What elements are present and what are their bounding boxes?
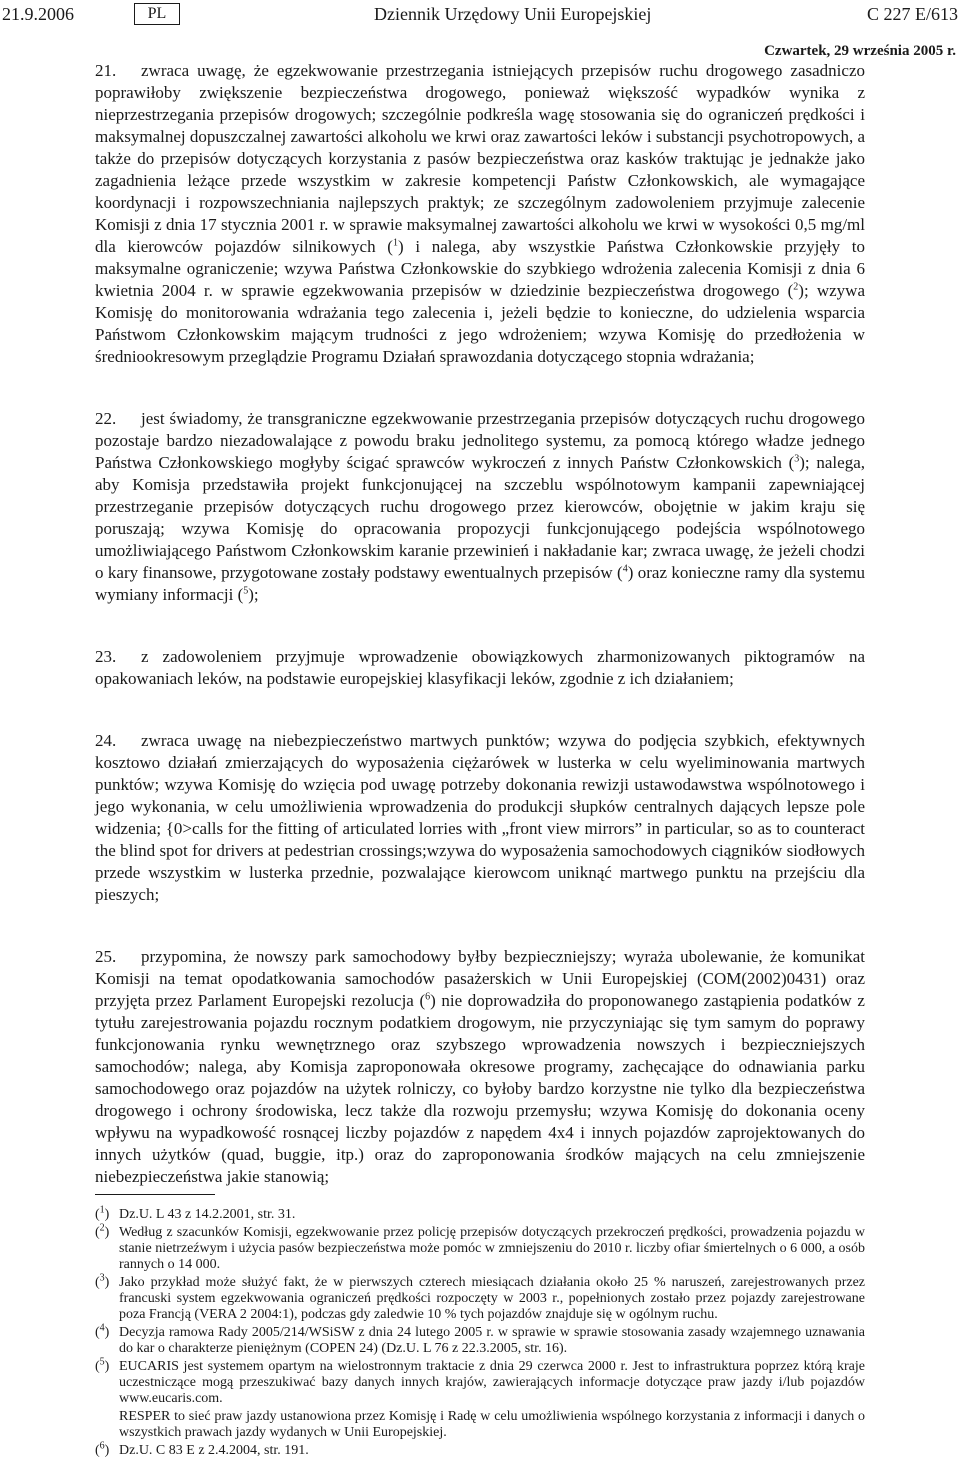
footnote-ref: 4 bbox=[622, 563, 628, 575]
footnote-ref: 6 bbox=[425, 991, 431, 1003]
page-header bbox=[0, 3, 960, 29]
footnote-text: Decyzja ramowa Rady 2005/214/WSiSW z dnia 24 lutego 2005 r. w sprawie w sprawie stosowania zasady wzajemnego uznawania do kar o charakterze pieniężnym (COPEN 24) (Dz.U. L 76 z 22.3.2005, str. 16). bbox=[119, 1325, 865, 1356]
paragraph-number: 25. bbox=[95, 947, 117, 966]
paragraph-text: jest świadomy, że transgraniczne egzekwowanie przestrzegania przepisów dotyczących ruchu drogowego pozostaje bardzo niezadowalające z powodu braku jednolitego systemu, za pomocą którego władze jednego Państwa Członkowskiego mogłyby ścigać sprawców wykroczeń z innych Państw Członkowskich ( bbox=[95, 409, 865, 472]
footnote-number: 4 bbox=[99, 1322, 105, 1334]
footnote-1: ($^1$) Dz.U. L 43 z 14.2.2001, str. 31. bbox=[95, 1207, 865, 1223]
paragraph-23 bbox=[95, 646, 865, 690]
publication-date: 21.9.2006 bbox=[2, 4, 74, 24]
paragraph-25 bbox=[95, 946, 865, 1188]
footnote-number: 5 bbox=[99, 1356, 105, 1368]
paragraph-number: 23. bbox=[95, 647, 117, 666]
sitting-date: Czwartek, 29 września 2005 r. bbox=[764, 43, 956, 59]
document-body bbox=[95, 60, 865, 1461]
paragraph-21 bbox=[95, 60, 865, 368]
footnote-ref: 2 bbox=[793, 281, 799, 293]
paragraph-text: ) oraz konieczne ramy dla systemu wymiany informacji ( bbox=[95, 563, 865, 604]
footnote-number: 2 bbox=[99, 1222, 105, 1234]
footnote-5-continuation: RESPER to sieć praw jazdy ustanowiona przez Komisję i Radę w celu umożliwienia wspólnego korzystania z informacji i danych o wszystkich prawach jazdy wydanych w Unii Europejskiej. bbox=[119, 1409, 865, 1440]
paragraph-22 bbox=[95, 408, 865, 606]
paragraph-text: przypomina, że nowszy park samochodowy byłby bezpieczniejszy; wyraża ubolewanie, że komunikat Komisji na temat opodatkowania samochodów pasażerskich w Unii Europejskiej (COM(2002)0431) oraz przyjęta przez Parlament Europejski rezolucja ( bbox=[95, 947, 865, 1010]
footnote-text: EUCARIS jest systemem opartym na wielostronnym traktacie z dnia 29 czerwca 2000 r. Jest to infrastruktura poprzez którą kraje uczestniczące mogą przeszukiwać bazy danych innych krajów, zawierających informacje dotyczące praw jazdy i/lub pojazdów www.eucaris.com. bbox=[119, 1359, 865, 1406]
paragraph-text: ); nalega, aby Komisja przedstawiła projekt funkcjonującej na szczeblu wspólnotowym kampanii zapewniającej przestrzeganie przepisów dotyczących ruchu drogowego przez kierowców, obojętnie w jakim kraju się poruszają; wzywa Komisję do opracowania propozycji funkcjonującego podejścia wspólnotowego umożliwiającego Państwom Członkowskim karanie przewinień i nakładanie kar; zwraca uwagę, że jeżeli chodzi o kary finansowe, przygotowane zostały podstawy ewentualnych przepisów ( bbox=[95, 453, 865, 582]
footnote-2: ($^2$) Według z szacunków Komisji, egzekwowanie przez policję przepisów dotyczących przekroczeń prędkości, prowadzenia pojazdu w stanie nietrzeźwym i użycia pasów bezpieczeństwa może pomóc w zmniejszeniu do 2010 r. liczby ofiar śmiertelnych o 6 000, a osób rannych o 14 000. bbox=[95, 1222, 865, 1272]
paragraph-text: zwraca uwagę, że egzekwowanie przestrzegania istniejących przepisów ruchu drogowego zasadniczo poprawiłoby zwiększenie bezpieczeństwa drogowego, ponieważ większość wypadków wynika z nieprzestrzegania przepisów drogowych; szczególnie podkreśla wagę stosowania się do ograniczeń prędkości i maksymalnej dopuszczalnej zawartości alkoholu we krwi oraz zawartości leków i substancji psychotropowych, a także do przepisów dotyczących korzystania z pasów bezpieczeństwa oraz kasków traktując je jednakże jako zagadnienia leżące przede wszystkim w zakresie kompetencji Państw Członkowskich, ale wymagające koordynacji i rozpowszechniania najlepszych praktyk; ze szczególnym zadowoleniem przyjmuje zalecenie Komisji z dnia 17 stycznia 2001 r. w sprawie maksymalnej zawartości alkoholu we krwi w wysokości 0,5 mg/ml dla kierowców pojazdów silnikowych ( bbox=[95, 61, 865, 256]
paragraph-number: 21. bbox=[95, 61, 117, 80]
paragraph-text: zwraca uwagę na niebezpieczeństwo martwych punktów; wzywa do podjęcia szybkich, efektywnych kosztowo działań zmierzających do wyposażenia ciężarówek w lusterka w celu wyeliminowania martwych punktów; wzywa Komisję do wzięcia pod uwagę potrzeby dokonania rewizji ustawodawstwa wspólnotowego i jego wykonania, w celu umożliwienia wprowadzenia do produkcji słupków centralnych dających lepsze pole widzenia; {0>calls for the fitting of articulated lorries with „front view mirrors” in particular, so as to counteract the blind spot for drivers at pedestrian crossings;wzywa do wyposażenia samochodowych ciągników siodłowych przede wszystkim w lusterka przednie, pozwalające kierowcom uniknąć martwego punktu na przejściu dla pieszych; bbox=[95, 731, 865, 904]
journal-title: Dziennik Urzędowy Unii Europejskiej bbox=[374, 4, 652, 24]
language-badge: PL bbox=[134, 3, 180, 25]
paragraph-24 bbox=[95, 730, 865, 906]
paragraph-text: ) nie doprowadziła do proponowanego zastąpienia podatków z tytułu zarejestrowania pojazdu rocznym podatkiem drogowym, nie przyczyniając się tym samym do poprawy funkcjonowania rynku wewnętrznego oraz szybszego wprowadzenia nowszych i bezpieczniejszych samochodów; nalega, aby Komisja zaproponowała okresowe programy, zachęcające do odnawiania parku samochodowego oraz pojazdów na użytek rolniczy, co byłoby bardzo korzystne nie tylko dla bezpieczeństwa drogowego i ochrony środowiska, lecz także dla rozwoju przemysłu; wzywa Komisję do dokonania oceny wpływu na wypadkowość rosnącej liczby pojazdów z napędem 4x4 i innych pojazdów zaprojektowanych do innych użytków (quad, buggie, itp.) oraz do zaproponowania środków mających na celu zmniejszenie niebezpieczeństwa jakie stanowią; bbox=[95, 991, 865, 1186]
paragraph-text: ); wzywa Komisję do monitorowania wdrażania tego zalecenia i, jeżeli będzie to konieczne, do udzielenia wsparcia Państwom Członkowskim mającym trudności z jego wdrożeniem; wzywa Komisję do przedłożenia w średniookresowym przeglądzie Programu Działań sprawozdania dotyczącego stopnia wdrażania; bbox=[95, 281, 865, 366]
paragraph-text: z zadowoleniem przyjmuje wprowadzenie obowiązkowych zharmonizowanych piktogramów na opakowaniach leków, na podstawie europejskiej klasyfikacji leków, zgodnie z ich działaniem; bbox=[95, 647, 865, 688]
footnote-ref: 3 bbox=[794, 453, 800, 465]
footnote-number: 1 bbox=[99, 1204, 105, 1216]
footnote-divider bbox=[95, 1194, 215, 1195]
footnote-text: Dz.U. L 43 z 14.2.2001, str. 31. bbox=[119, 1207, 296, 1222]
journal-reference: C 227 E/613 bbox=[866, 4, 958, 24]
paragraph-number: 24. bbox=[95, 731, 117, 750]
paragraph-text: ); bbox=[248, 585, 259, 604]
footnote-3: ($^3$) Jako przykład może służyć fakt, że w pierwszych czterech miesiącach działania około 25 % naruszeń, zarejestrowanych przez francuski system egzekwowania ograniczeń prędkości rozpoczęty w 2003 r., popełnionych zostało przez pojazdy zarejestrowane poza Francją (VERA 2 2004:1), podczas gdy zaledwie 10 % tych pojazdów znajduje się w ogólnym ruchu. bbox=[95, 1272, 865, 1322]
footnote-4: ($^4$) Decyzja ramowa Rady 2005/214/WSiSW z dnia 24 lutego 2005 r. w sprawie w sprawie stosowania zasady wzajemnego uznawania do kar o charakterze pieniężnym (COPEN 24) (Dz.U. L 76 z 22.3.2005, str. 16). bbox=[95, 1322, 865, 1356]
footnote-5: ($^5$) EUCARIS jest systemem opartym na wielostronnym traktacie z dnia 29 czerwca 2000 r. Jest to infrastruktura poprzez którą kraje uczestniczące mogą przeszukiwać bazy danych innych krajów, zawierających informacje dotyczące praw jazdy i/lub pojazdów www.eucaris.com. bbox=[95, 1356, 865, 1406]
footnote-ref: 1 bbox=[392, 237, 398, 249]
paragraph-number: 22. bbox=[95, 409, 117, 428]
footnote-text: Dz.U. C 83 E z 2.4.2004, str. 191. bbox=[119, 1443, 309, 1458]
footnote-number: 6 bbox=[99, 1440, 105, 1452]
footnote-ref: 5 bbox=[243, 585, 249, 597]
paragraph-text: ) i nalega, aby wszystkie Państwa Członkowskie przyjęły to maksymalne ograniczenie; wzywa Państwa Członkowskie do szybkiego wdrożenia zalecenia Komisji z dnia 6 kwietnia 2004 r. w sprawie egzekwowania przepisów w dziedzinie bezpieczeństwa drogowego ( bbox=[95, 237, 865, 300]
footnote-text: Według z szacunków Komisji, egzekwowanie przez policję przepisów dotyczących przekroczeń prędkości, prowadzenia pojazdu w stanie nietrzeźwym i użycia pasów bezpieczeństwa może pomóc w zmniejszeniu do 2010 r. liczby ofiar śmiertelnych o 6 000, a osób rannych o 14 000. bbox=[119, 1225, 865, 1272]
footnote-number: 3 bbox=[99, 1272, 105, 1284]
footnote-text: Jako przykład może służyć fakt, że w pierwszych czterech miesiącach działania około 25 % naruszeń, zarejestrowanych przez francuski system egzekwowania ograniczeń prędkości rozpoczęty w 2003 r., popełnionych zostało przez pojazdy zarejestrowane poza Francją (VERA 2 2004:1), podczas gdy zaledwie 10 % tych pojazdów znajduje się w ogólnym ruchu. bbox=[119, 1275, 865, 1322]
footnote-6: ($^6$) Dz.U. C 83 E z 2.4.2004, str. 191. bbox=[95, 1443, 865, 1459]
